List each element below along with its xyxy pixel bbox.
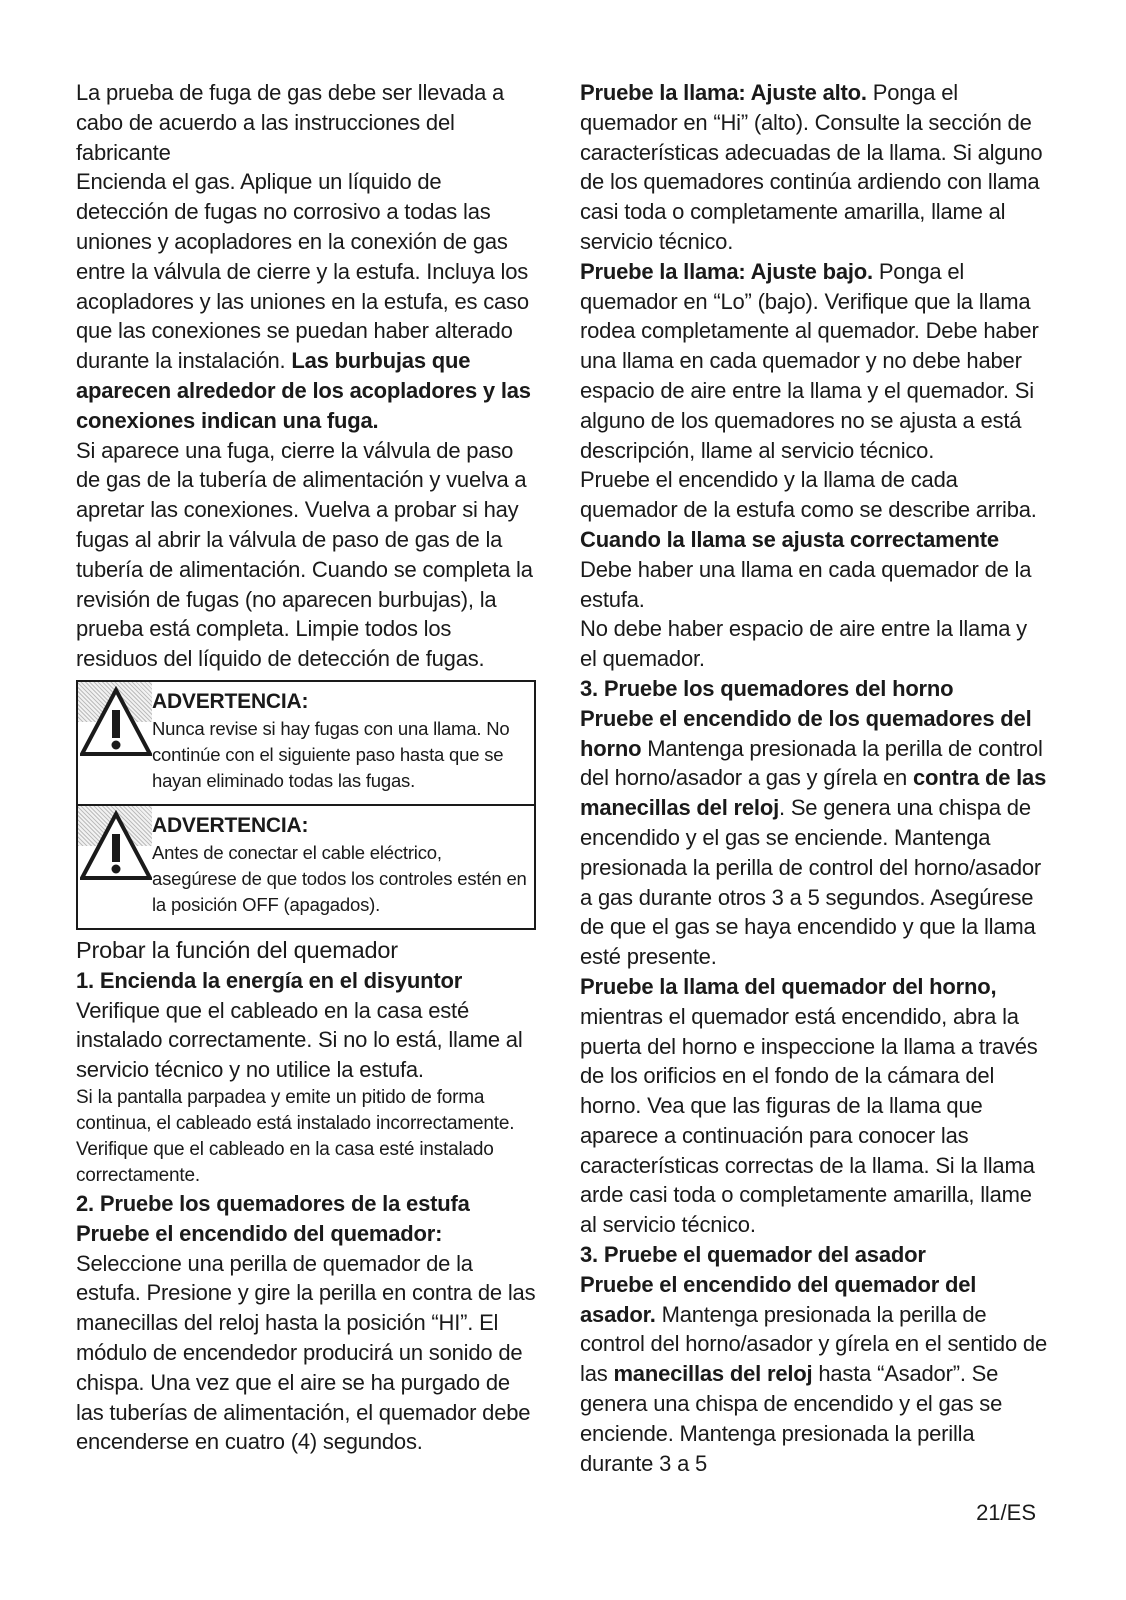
paragraph-bold: Pruebe la llama: Ajuste alto. <box>580 80 867 105</box>
warning-triangle-icon <box>80 810 152 882</box>
warning-title: ADVERTENCIA: <box>152 689 309 713</box>
paragraph-text: hasta “Asador”. Se genera una chispa de encendido y el gas se enciende. Mantenga presionada la perilla durante 3 a 5 <box>580 1361 1003 1476</box>
warning-2 <box>78 804 534 928</box>
paragraph-text: mientras el quemador está encendido, abra la puerta del horno e inspeccione la llama a través de los orificios en el fondo de la cámara del horno. Vea que las figuras de la llama que aparece a continuación para conocer las características correctas de la llama. Si la llama arde casi toda o completamente amarilla, llame al servicio técnico. <box>580 1003 1038 1238</box>
warning-title: ADVERTENCIA: <box>152 813 309 837</box>
paragraph-text: . Se genera una chispa de encendido y el gas se enciende. Mantenga presionada la perilla de control del horno/asador a gas durante otros 3 a 5 segundos. Asegúrese de que el gas se haya encendido y que la llama esté presente. <box>580 795 1042 970</box>
paragraph-small: Si la pantalla parpadea y emite un pitido de forma continua, el cableado está instalado incorrectamente. Verifique que el cableado en la casa esté instalado correctamente. <box>76 1086 515 1186</box>
step-heading: 3. Pruebe el quemador del asador <box>580 1242 926 1268</box>
paragraph-text: Encienda el gas. Aplique un líquido de detección de fugas no corrosivo a todas las uniones y acopladores en la conexión de gas entre la válvula de cierre y la estufa. Incluya los acopladores y las uniones en la estufa, es caso que las conexiones se puedan haber alterado durante la instalación. <box>76 169 529 374</box>
paragraph <box>580 1270 1048 1479</box>
warning-text: Antes de conectar el cable eléctrico, asegúrese de que todos los controles estén en la posición OFF (apagados). <box>152 841 527 915</box>
right-column <box>580 78 1048 1478</box>
paragraph-bold: Pruebe el encendido del quemador del asador. <box>580 1271 977 1327</box>
paragraph: Pruebe el encendido y la llama de cada quemador de la estufa como se describe arriba. <box>580 467 1037 523</box>
paragraph <box>580 704 1048 972</box>
paragraph: Si aparece una fuga, cierre la válvula de paso de gas de la tubería de alimentación y vuelva a apretar las conexiones. Vuelva a probar si hay fugas al abrir la válvula de paso de gas de la tubería de alimentación. Cuando se completa la revisión de fugas (no aparecen burbujas), la prueba está completa. Limpie todos los residuos del líquido de detección de fugas. <box>76 437 533 672</box>
paragraph: No debe haber espacio de aire entre la llama y el quemador. <box>580 616 1027 672</box>
paragraph-text: Mantenga presionada la perilla de control del horno/asador y gírela en el sentido de las <box>580 1301 1047 1387</box>
warning-triangle-icon <box>80 686 152 758</box>
step-heading: 2. Pruebe los quemadores de la estufa <box>76 1190 470 1216</box>
page-number: 21/ES <box>976 1500 1036 1525</box>
subheading: Cuando la llama se ajusta correctamente <box>580 526 999 552</box>
paragraph-text: Ponga el quemador en “Hi” (alto). Consulte la sección de características adecuadas de la llama. Si alguno de los quemadores continúa ardiendo con llama casi toda o completamente amarilla, llame al servicio técnico. <box>580 80 1043 254</box>
paragraph-text: Mantenga presionada la perilla de control del horno/asador a gas y gírela en <box>580 735 1043 791</box>
paragraph-bold: Pruebe la llama del quemador del horno, <box>580 973 997 999</box>
section-heading: Probar la función del quemador <box>76 936 398 963</box>
paragraph-bold: Pruebe el encendido de los quemadores del horno <box>580 705 1032 761</box>
step-heading: 1. Encienda la energía en el disyuntor <box>76 967 463 993</box>
warning-box <box>76 680 536 930</box>
paragraph <box>580 257 1048 466</box>
subheading: Pruebe el encendido del quemador: <box>76 1220 443 1246</box>
paragraph-bold: Pruebe la llama: Ajuste bajo. <box>580 258 873 284</box>
paragraph: Seleccione una perilla de quemador de la estufa. Presione y gire la perilla en contra de las manecillas del reloj hasta la posición “HI”. El módulo de encendedor producirá un sonido de chispa. Una vez que el aire se ha purgado de las tuberías de alimentación, el quemador debe encenderse en cuatro (4) segundos. <box>76 1250 536 1455</box>
paragraph-bold: contra de las manecillas del reloj <box>580 765 1047 821</box>
warning-text: Nunca revise si hay fugas con una llama. No continúe con el siguiente paso hasta que se hayan eliminado todas las fugas. <box>152 717 510 791</box>
paragraph: Verifique que el cableado en la casa esté instalado correctamente. Si no lo está, llame al servicio técnico y no utilice la estufa. <box>76 997 523 1083</box>
paragraph <box>580 78 1048 257</box>
paragraph-bold: manecillas del reloj <box>613 1361 813 1387</box>
warning-1 <box>78 682 534 804</box>
paragraph-bold: Las burbujas que aparecen alrededor de los acopladores y las conexiones indican una fuga. <box>76 348 531 433</box>
paragraph <box>580 972 1048 1240</box>
paragraph: Debe haber una llama en cada quemador de la estufa. <box>580 556 1032 612</box>
left-column <box>76 78 536 1457</box>
step-heading: 3. Pruebe los quemadores del horno <box>580 675 954 701</box>
paragraph: La prueba de fuga de gas debe ser llevada a cabo de acuerdo a las instrucciones del fabricante <box>76 80 505 165</box>
paragraph <box>76 167 536 435</box>
paragraph-text: Ponga el quemador en “Lo” (bajo). Verifique que la llama rodea completamente al quemador. Debe haber una llama en cada quemador y no debe haber espacio de aire entre la llama y el quemador. Si alguno de los quemadores no se ajusta a está descripción, llame al servicio técnico. <box>580 258 1039 463</box>
